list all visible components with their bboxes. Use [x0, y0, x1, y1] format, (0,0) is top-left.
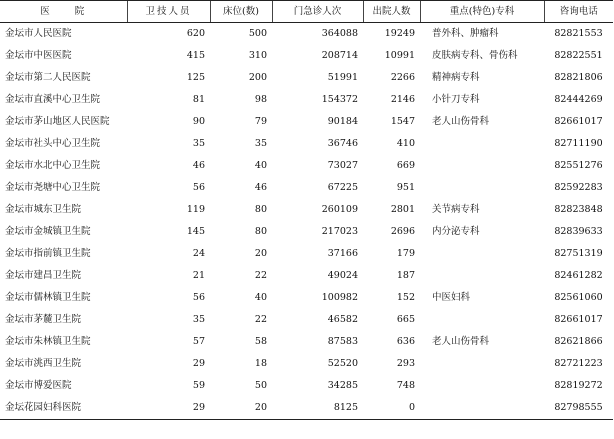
table-row	[0, 67, 613, 89]
phone-cell: 82661017	[554, 116, 603, 127]
staff-count-cell: 24	[192, 248, 205, 259]
inpatient-count-cell: 152	[396, 292, 415, 303]
bed-count-cell: 35	[254, 138, 267, 149]
visits-count-cell: 100982	[321, 292, 358, 303]
bed-count-cell: 200	[248, 72, 267, 83]
visits-count-cell: 364088	[321, 28, 358, 39]
hospital-name-cell: 金坛市尧塘中心卫生院	[5, 182, 101, 193]
visits-count-cell: 8125	[272, 397, 363, 420]
bed-count-cell: 40	[254, 292, 267, 303]
hospital-name-cell: 金坛市社头中心卫生院	[5, 138, 101, 149]
table-row	[0, 155, 613, 177]
inpatient-count-cell: 187	[396, 270, 415, 281]
staff-count-cell: 29	[192, 358, 205, 369]
hospital-name-cell: 金坛市博爱医院	[5, 380, 72, 391]
inpatient-count-cell: 10991	[384, 50, 415, 61]
visits-count-cell: 36746	[327, 138, 358, 149]
hospital-name-cell: 金坛市第二人民医院	[5, 72, 91, 83]
staff-count-cell: 90	[192, 116, 205, 127]
specialty-cell: 皮肤病专科、骨伤科	[432, 50, 518, 61]
staff-count-cell: 59	[192, 380, 205, 391]
visits-count-cell: 34285	[327, 380, 358, 391]
specialty-cell: 内分泌专科	[432, 226, 480, 237]
hospital-name-cell: 金坛市水北中心卫生院	[5, 160, 101, 171]
inpatient-count-cell: 0	[363, 397, 420, 420]
bed-count-cell: 80	[254, 226, 267, 237]
hospital-name-cell: 金坛市朱林镇卫生院	[5, 336, 91, 347]
specialty-cell	[420, 397, 544, 420]
table-row	[0, 375, 613, 397]
specialty-cell: 小针刀专科	[432, 94, 480, 105]
phone-cell: 82661017	[554, 314, 603, 325]
specialty-cell	[420, 177, 544, 199]
staff-count-cell: 46	[192, 160, 205, 171]
bed-count-cell: 20	[254, 248, 267, 259]
bed-count-cell: 500	[248, 28, 267, 39]
hospital-name-cell: 金坛花园妇科医院	[0, 397, 127, 420]
visits-count-cell: 90184	[327, 116, 358, 127]
staff-count-cell: 57	[192, 336, 205, 347]
table-row	[0, 331, 613, 353]
visits-count-cell: 154372	[321, 94, 358, 105]
bed-count-cell: 80	[254, 204, 267, 215]
inpatient-count-cell: 2801	[390, 204, 415, 215]
table-row	[0, 265, 613, 287]
staff-count-cell: 56	[192, 292, 205, 303]
staff-count-cell: 21	[192, 270, 205, 281]
hospital-name-cell: 金坛市儒林镇卫生院	[5, 292, 91, 303]
bed-count-cell: 50	[254, 380, 267, 391]
hospital-name-cell: 金坛市中医医院	[5, 50, 72, 61]
specialty-cell	[420, 265, 544, 287]
specialty-cell: 精神病专科	[432, 72, 480, 83]
table-body	[0, 23, 613, 420]
phone-cell: 82821806	[554, 72, 603, 83]
hospital-name-cell: 金坛市茅山地区人民医院	[5, 116, 110, 127]
hospital-name-cell: 金坛市指前镇卫生院	[5, 248, 91, 259]
phone-cell: 82823848	[554, 204, 603, 215]
staff-count-cell: 125	[186, 72, 205, 83]
specialty-cell	[420, 353, 544, 375]
table-row	[0, 133, 613, 155]
specialty-cell	[420, 155, 544, 177]
hospital-name-cell: 金坛市金城镇卫生院	[5, 226, 91, 237]
bed-count-cell: 18	[254, 358, 267, 369]
header-row	[0, 1, 613, 23]
header-phone: 咨询电话	[544, 1, 613, 23]
inpatient-count-cell: 669	[396, 160, 415, 171]
specialty-cell	[420, 309, 544, 331]
visits-count-cell: 49024	[327, 270, 358, 281]
table-header	[0, 1, 613, 23]
phone-cell: 82751319	[554, 248, 603, 259]
phone-cell: 82621866	[554, 336, 603, 347]
header-visits: 门急诊人次	[272, 1, 363, 23]
inpatient-count-cell: 19249	[384, 28, 415, 39]
specialty-cell: 老人山伤骨科	[432, 116, 490, 127]
specialty-cell	[420, 133, 544, 155]
table-row	[0, 397, 613, 420]
staff-count-cell: 29	[127, 397, 210, 420]
bed-count-cell: 310	[248, 50, 267, 61]
table-row	[0, 45, 613, 67]
phone-cell: 82721223	[554, 358, 603, 369]
inpatient-count-cell: 2266	[390, 72, 415, 83]
table-row	[0, 89, 613, 111]
header-beds: 床位(数)	[210, 1, 272, 23]
bed-count-cell: 40	[254, 160, 267, 171]
visits-count-cell: 73027	[327, 160, 358, 171]
visits-count-cell: 46582	[327, 314, 358, 325]
specialty-cell: 关节病专科	[432, 204, 480, 215]
staff-count-cell: 415	[186, 50, 205, 61]
bed-count-cell: 20	[210, 397, 272, 420]
bed-count-cell: 58	[254, 336, 267, 347]
header-staff: 卫技人员	[127, 1, 210, 23]
header-hospital: 医 院	[0, 1, 127, 23]
phone-cell: 82461282	[554, 270, 603, 281]
hospital-name-cell: 金坛市洮西卫生院	[5, 358, 82, 369]
staff-count-cell: 35	[192, 138, 205, 149]
staff-count-cell: 35	[192, 314, 205, 325]
visits-count-cell: 87583	[327, 336, 358, 347]
bed-count-cell: 98	[254, 94, 267, 105]
visits-count-cell: 37166	[327, 248, 358, 259]
visits-count-cell: 217023	[321, 226, 358, 237]
header-specialty: 重点(特色)专科	[420, 1, 544, 23]
inpatient-count-cell: 1547	[390, 116, 415, 127]
table-row	[0, 199, 613, 221]
specialty-cell: 普外科、肿瘤科	[432, 28, 499, 39]
phone-cell: 82819272	[554, 380, 603, 391]
inpatient-count-cell: 293	[396, 358, 415, 369]
phone-cell: 82444269	[554, 94, 603, 105]
staff-count-cell: 56	[192, 182, 205, 193]
inpatient-count-cell: 951	[396, 182, 415, 193]
inpatient-count-cell: 665	[396, 314, 415, 325]
visits-count-cell: 260109	[321, 204, 358, 215]
phone-cell: 82821553	[554, 28, 603, 39]
table-row	[0, 353, 613, 375]
inpatient-count-cell: 636	[396, 336, 415, 347]
bed-count-cell: 22	[254, 270, 267, 281]
bed-count-cell: 79	[254, 116, 267, 127]
table-row	[0, 243, 613, 265]
specialty-cell: 中医妇科	[432, 292, 471, 303]
staff-count-cell: 145	[186, 226, 205, 237]
table-row	[0, 287, 613, 309]
specialty-cell	[420, 243, 544, 265]
header-inpatients: 出院人数	[363, 1, 420, 23]
bed-count-cell: 22	[254, 314, 267, 325]
table-row	[0, 111, 613, 133]
hospital-name-cell: 金坛市建昌卫生院	[5, 270, 82, 281]
inpatient-count-cell: 2696	[390, 226, 415, 237]
hospital-name-cell: 金坛市城东卫生院	[5, 204, 82, 215]
hospital-name-cell: 金坛市茅麓卫生院	[5, 314, 82, 325]
specialty-cell: 老人山伤骨科	[432, 336, 490, 347]
phone-cell: 82711190	[554, 138, 603, 149]
staff-count-cell: 81	[192, 94, 205, 105]
visits-count-cell: 51991	[327, 72, 358, 83]
visits-count-cell: 208714	[321, 50, 358, 61]
table-row	[0, 177, 613, 199]
inpatient-count-cell: 179	[396, 248, 415, 259]
table-row	[0, 23, 613, 46]
table-row	[0, 309, 613, 331]
staff-count-cell: 119	[186, 204, 205, 215]
inpatient-count-cell: 410	[396, 138, 415, 149]
hospital-name-cell: 金坛市直溪中心卫生院	[5, 94, 101, 105]
specialty-cell	[420, 375, 544, 397]
bed-count-cell: 46	[254, 182, 267, 193]
inpatient-count-cell: 2146	[390, 94, 415, 105]
table-row	[0, 221, 613, 243]
visits-count-cell: 52520	[327, 358, 358, 369]
hospital-name-cell: 金坛市人民医院	[5, 28, 72, 39]
phone-cell: 82798555	[544, 397, 613, 420]
phone-cell: 82592283	[554, 182, 603, 193]
phone-cell: 82551276	[554, 160, 603, 171]
phone-cell: 82839633	[554, 226, 603, 237]
staff-count-cell: 620	[186, 28, 205, 39]
inpatient-count-cell: 748	[396, 380, 415, 391]
phone-cell: 82822551	[554, 50, 603, 61]
phone-cell: 82561060	[554, 292, 603, 303]
visits-count-cell: 67225	[327, 182, 358, 193]
